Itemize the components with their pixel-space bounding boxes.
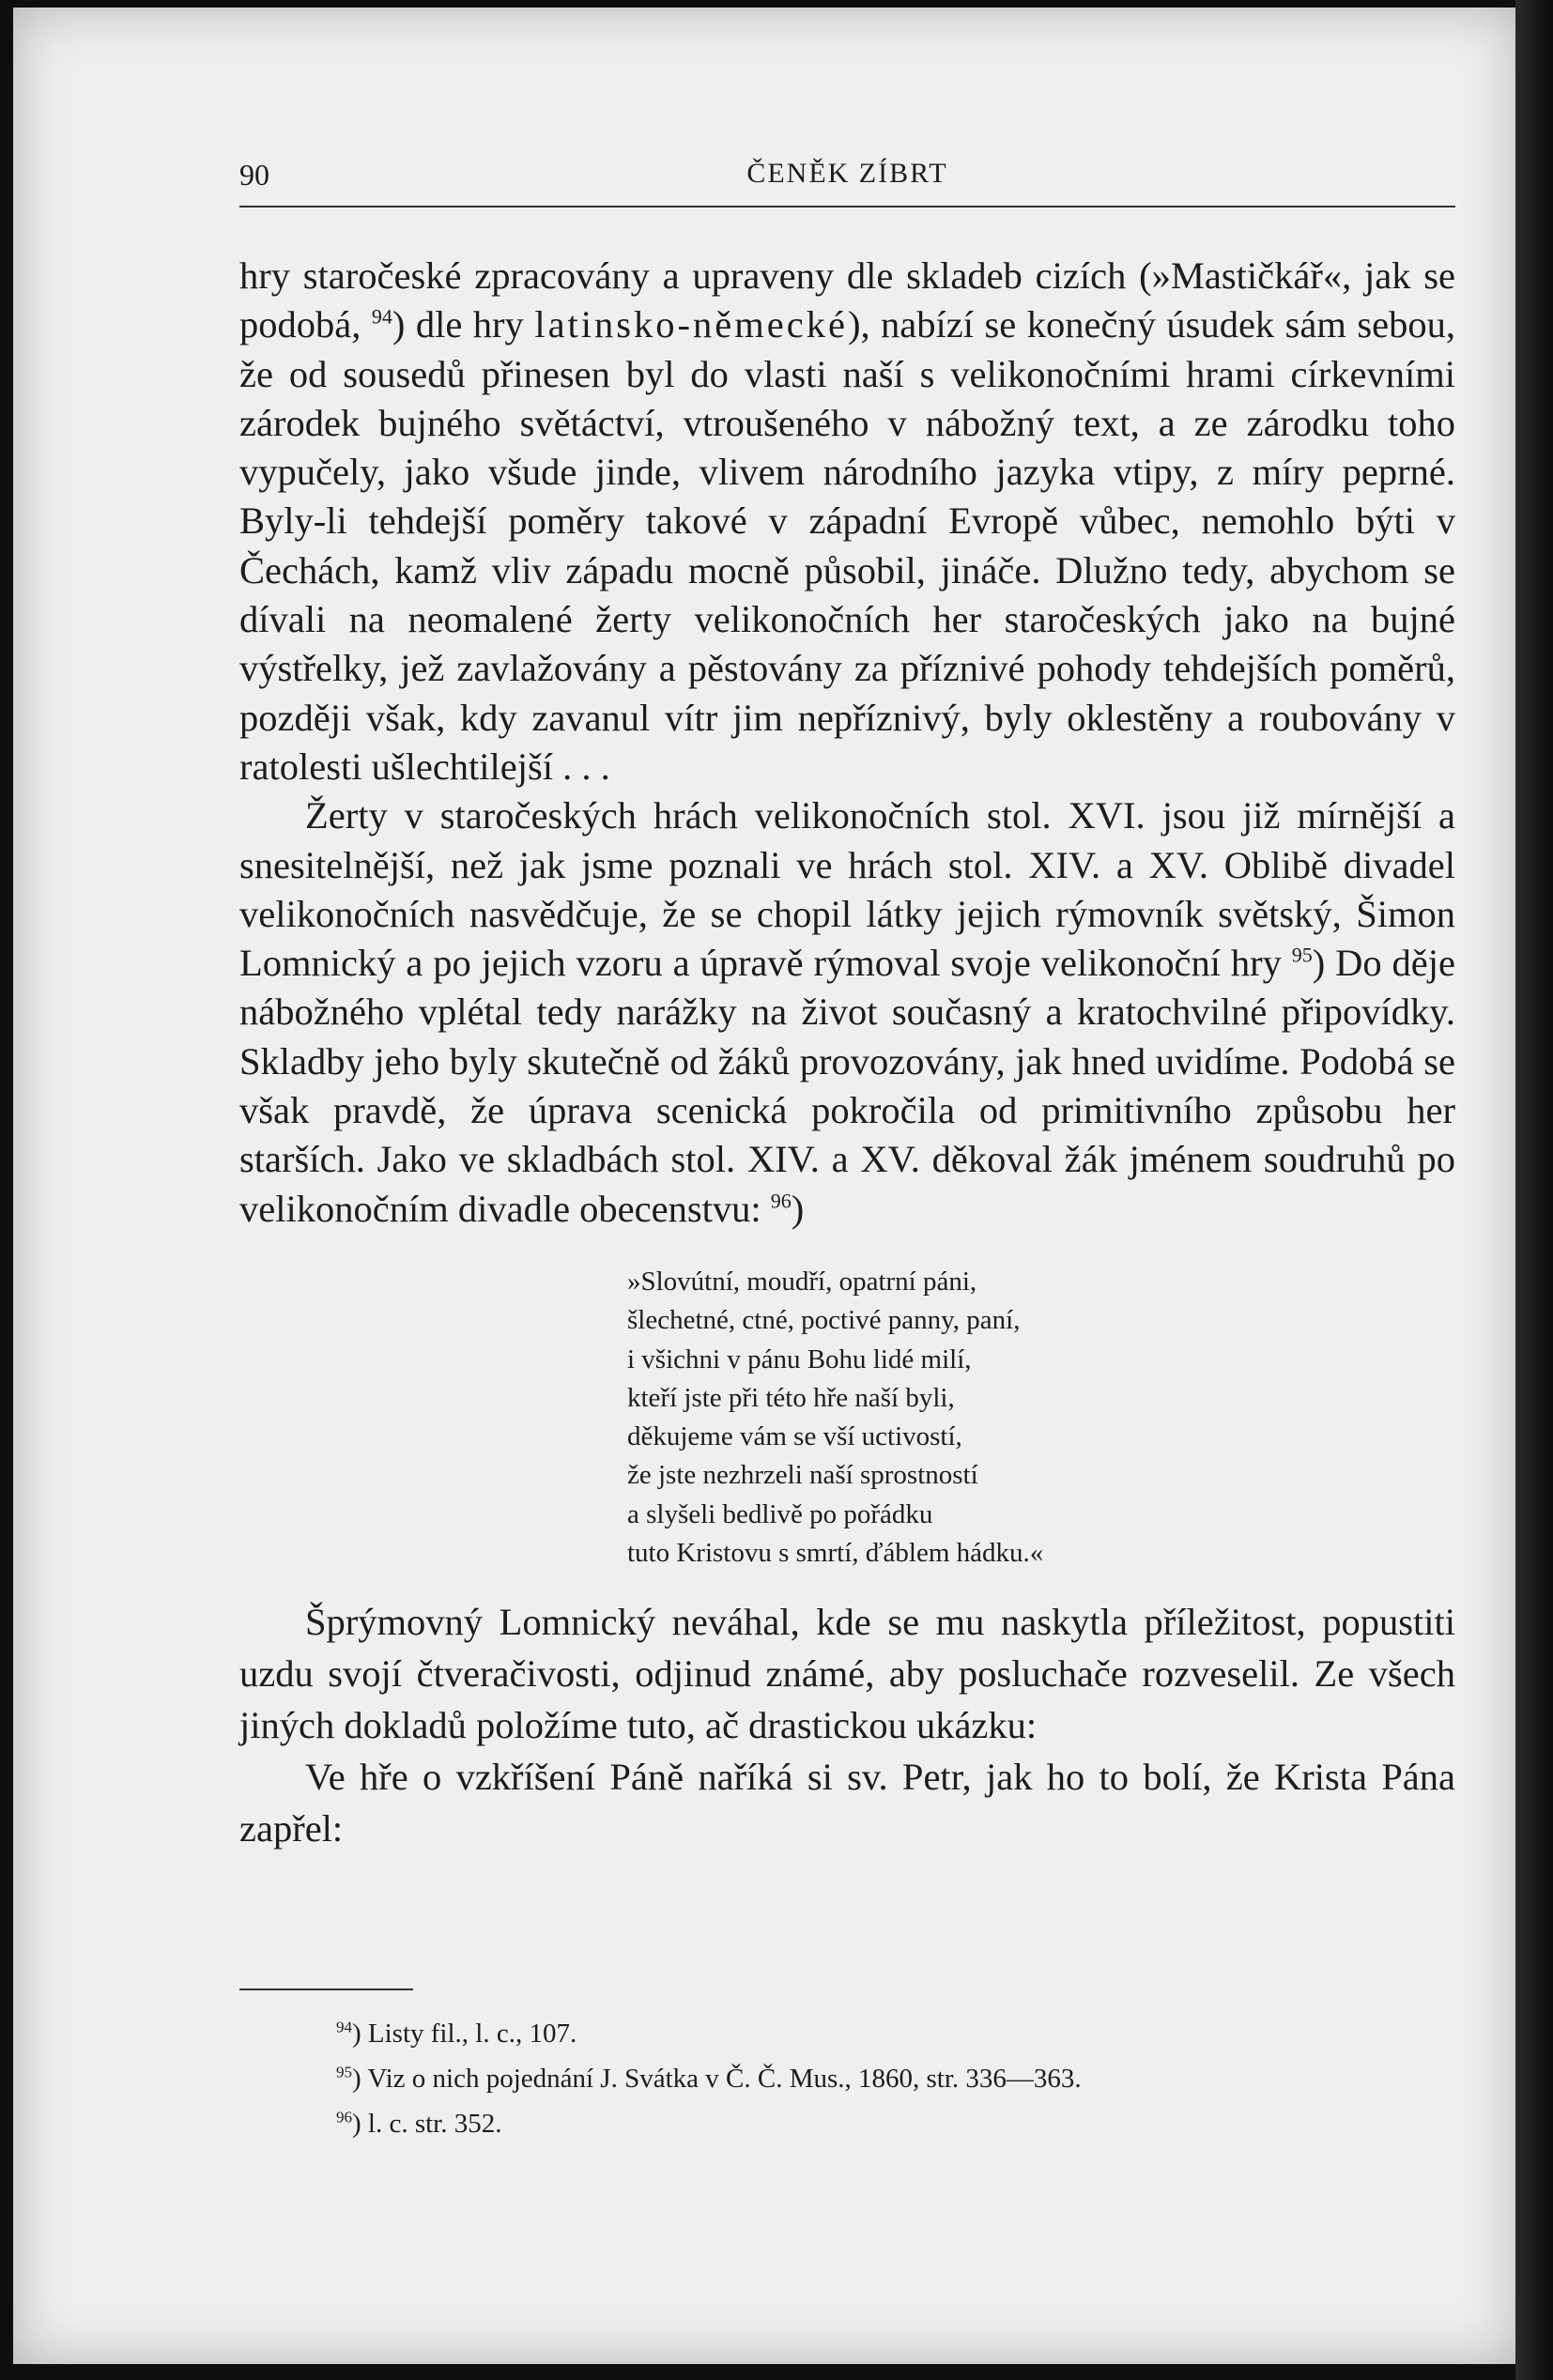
scan-edge <box>1515 0 1553 2380</box>
poem-quotation <box>627 1263 1455 1573</box>
footnote-ref-94: 94 <box>371 304 392 329</box>
poem-line: že jste nezhrzeli naší sprostností <box>627 1460 978 1491</box>
poem-line: i všichni v pánu Bohu lidé milí, <box>627 1344 972 1374</box>
poem-line: kteří jste při této hře naší byli, <box>627 1382 955 1413</box>
footnote: $^{96}$) l. c. str. 352. <box>336 2108 502 2139</box>
poem-line: a slyšeli bedlivě po pořádku <box>627 1498 933 1529</box>
paragraph-2: Žerty v staročeských hrách velikonočních stol. XVI. jsou již mírnější a snesitelnější, než jak jsme poznali ve hrách stol. XIV. a XV. Oblibě divadel velikonočních nasvědčuje, že se chopil látky jejich rýmovník světský, Šimon Lomnický a po jejich vzoru a úpravě rýmoval svoje velikonoční hry $^{95}$) Do děje nábožného vplétal tedy narážky na život současný a kratochvilné připovídky. Skladby jeho byly skutečně od žáků provozovány, jak hned uvidíme. Podobá se však pravdě, že úprava scenická pokročila od primitivního způsobu her starších. Jako ve skladbách stol. XIV. a XV. děkoval žák jménem soudruhů po velikonočním divadle obecenstvu: $^{96}$) <box>239 794 1456 1230</box>
main-text <box>239 252 1455 1854</box>
paragraph-4: Ve hře o vzkříšení Páně naříká si sv. Petr, jak ho to bolí, že Krista Pána zapřel: <box>239 1756 1455 1850</box>
footnotes <box>336 2011 1082 2146</box>
footnote-rule <box>239 1988 413 1990</box>
footnote: $^{95}$) Viz o nich pojednání J. Svátka v Č. Č. Mus., 1860, str. 336—363. <box>336 2063 1082 2094</box>
footnote-ref-95: 95 <box>1291 943 1313 967</box>
emphasized-term: latinsko-německé <box>534 303 848 346</box>
poem-line: děkujeme vám se vší uctivostí, <box>627 1421 962 1452</box>
paragraph-1: hry staročeské zpracovány a upraveny dle skladeb cizích (»Mastičkář«, jak se podobá, $^{94}$) dle hry latinsko-německé), nabízí se konečný úsudek sám sebou, že od sousedů přinesen byl do vlasti naší s velikonočními hrami církevními zárodek bujného světáctví, vtroušeného v nábožný text, a ze zárodku toho vypučely, jako všude jinde, vlivem národního jazyka vtipy, z míry peprné. Byly-li tehdejší poměry takové v západní Evropě vůbec, nemohlo býti v Čechách, kamž vliv západu mocně působil, jináče. Dlužno tedy, abychom se dívali na neomalené žerty velikonočních her staročeských jako na bujné výstřelky, jež zavlažovány a pěstovány za příznivé pohody tehdejších poměrů, později však, kdy zavanul vítr jim nepříznivý, byly oklestěny a roubovány v ratolesti ušlechtilejší . . . <box>239 254 1456 788</box>
paragraph-3: Šprýmovný Lomnický neváhal, kde se mu naskytla příležitost, popustiti uzdu svojí čtveračivosti, odjinud známé, aby posluchače rozveselil. Ze všech jiných dokladů položíme tuto, ač drastickou ukázku: <box>239 1601 1455 1747</box>
footnote: $^{94}$) Listy fil., l. c., 107. <box>336 2018 577 2049</box>
poem-line: šlechetné, ctné, poctivé panny, paní, <box>627 1305 1021 1336</box>
running-title: ČENĚK ZÍBRT <box>746 158 948 189</box>
page-header <box>239 158 1455 195</box>
footnote-ref-96: 96 <box>770 1189 792 1213</box>
poem-line: tuto Kristovu s smrtí, ďáblem hádku.« <box>627 1538 1044 1569</box>
poem-line: »Slovútní, moudří, opatrní páni, <box>627 1266 977 1297</box>
header-rule <box>239 206 1455 207</box>
page-number: 90 <box>239 158 269 192</box>
